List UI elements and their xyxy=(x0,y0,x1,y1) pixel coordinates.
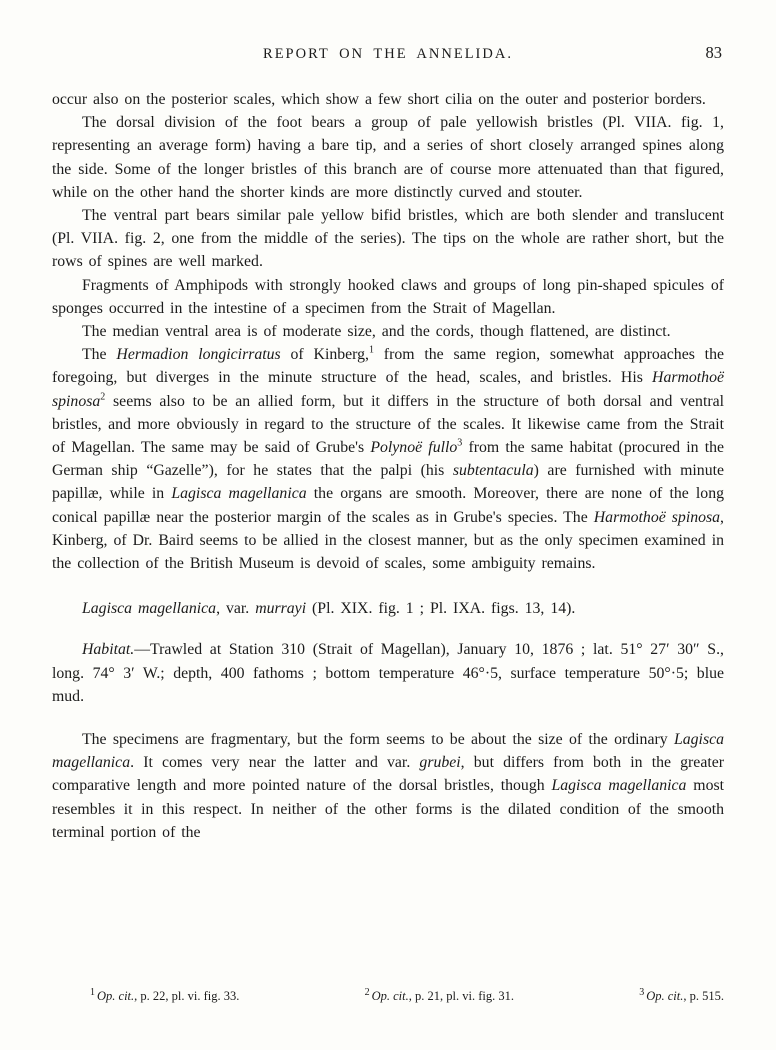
text-run: ) are furnished with minute papillæ, while in xyxy=(52,462,724,503)
italic-text: Lagisca magellanica xyxy=(171,485,307,503)
text-run: , p. 22, pl. vi. fig. 33. xyxy=(134,989,240,1003)
page-number: 83 xyxy=(705,43,722,62)
text-run: , but differs from both in the greater comparative length and more pointed nature of the dorsal bristles, though xyxy=(52,754,724,795)
italic-text: Op. cit. xyxy=(97,989,135,1003)
text-run: The ventral part bears similar pale yellow bifid bristles, which are both slender and translucent (Pl. VIIA. fig. 2, one from the middle of the series). The tips on the whole are rather short, but the rows of spines are well marked. xyxy=(52,207,724,271)
italic-text: Hermadion longicirratus xyxy=(116,346,281,364)
text-run: , p. 21, pl. vi. fig. 31. xyxy=(408,989,514,1003)
italic-text: Polynoë fullo xyxy=(370,439,458,457)
text-run: from the same region, somewhat approaches the foregoing, but diverges in the minute structure of the head, scales, and bristles. His xyxy=(52,346,724,387)
footnote-marker: 2 xyxy=(364,986,370,998)
text-run: seems also to be an allied form, but it differs in the structure of both dorsal and ventral bristles, and more obviously in regard to the structure of the scales. It likewise came from the Strait of Magellan. The same may be said of Grube's xyxy=(52,392,724,457)
paragraph-species-heading xyxy=(52,597,724,620)
text-run: the organs are smooth. Moreover, there are none of the long conical papillæ near the posterior margin of the scales as in Grube's species. The xyxy=(52,485,724,526)
italic-text: grubei xyxy=(419,754,461,772)
text-run: , var. xyxy=(216,600,256,618)
paragraph-body xyxy=(52,343,724,575)
footnote xyxy=(90,988,239,1004)
paragraph-body xyxy=(52,320,724,343)
running-title: REPORT ON THE ANNELIDA. xyxy=(263,46,513,62)
italic-text: Op. cit. xyxy=(371,989,409,1003)
footnote-marker: 3 xyxy=(639,986,645,998)
footnote-marker: 1 xyxy=(368,344,374,356)
italic-text: Harmothoë spinosa xyxy=(593,508,721,526)
page-header xyxy=(52,43,724,70)
text-run: , p. 515. xyxy=(683,989,724,1003)
text-run: from the same habitat (procured in the German ship “Gazelle”), for he states that the palpi (his xyxy=(52,439,724,480)
footnote xyxy=(365,988,514,1004)
text-run: The dorsal division of the foot bears a group of pale yellowish bristles (Pl. VIIA. fig. 1, representing an average form) having a bare tip, and a series of short closely arranged spines along the side. Some of the longer bristles of this branch are of course more attenuated than that figured, while on the other hand the shorter kinds are more distinctly curved and stouter. xyxy=(52,114,724,201)
italic-text: Lagisca magellanica xyxy=(551,777,687,795)
italic-text: Lagisca magellanica xyxy=(82,600,217,618)
text-run: occur also on the posterior scales, which show a few short cilia on the outer and posterior borders. xyxy=(52,91,706,108)
page-body xyxy=(52,88,724,844)
text-run: The xyxy=(82,346,117,364)
text-run: . It comes very near the latter and var. xyxy=(130,754,420,772)
italic-text: Harmothoë spinosa xyxy=(52,369,724,410)
text-run: of Kinberg, xyxy=(280,346,369,364)
text-run: The median ventral area is of moderate size, and the cords, though flattened, are distinct. xyxy=(82,323,671,341)
text-run: , Kinberg, of Dr. Baird seems to be allied in the closest manner, but as the only specimen examined in the collection of the British Museum is devoid of scales, some ambiguity remains. xyxy=(52,508,724,573)
italic-text: subtentacula xyxy=(452,462,534,480)
paragraph-continuation xyxy=(52,88,724,111)
footnotes xyxy=(52,988,724,1004)
paragraph-body xyxy=(52,111,724,204)
footnote-marker: 3 xyxy=(457,437,463,449)
italic-text: Habitat. xyxy=(82,641,135,659)
paragraph-closing xyxy=(52,728,724,844)
text-run: Fragments of Amphipods with strongly hooked claws and groups of long pin-shaped spicules of sponges occurred in the intestine of a specimen from the Strait of Magellan. xyxy=(52,276,724,317)
italic-text: murrayi xyxy=(255,600,307,618)
italic-text: Lagisca magellanica xyxy=(52,731,724,772)
paragraph-body xyxy=(52,274,724,320)
paragraph-habitat xyxy=(52,638,724,708)
text-run: most resembles it in this respect. In neither of the other forms is the dilated condition of the smooth terminal portion of the xyxy=(52,777,725,841)
footnote-marker: 2 xyxy=(100,391,106,403)
paragraph-body xyxy=(52,204,724,274)
footnote xyxy=(639,988,724,1004)
footnote-marker: 1 xyxy=(90,986,95,998)
text-run: —Trawled at Station 310 (Strait of Magellan), January 10, 1876 ; lat. 51° 27′ 30″ S., long. 74° 3′ W.; depth, 400 fathoms ; bottom temperature 46°·5, surface temperature 50°·5; blue mud. xyxy=(52,641,724,705)
italic-text: Op. cit. xyxy=(646,989,684,1003)
text-run: (Pl. XIX. fig. 1 ; Pl. IXA. figs. 13, 14). xyxy=(306,600,576,618)
text-run: The specimens are fragmentary, but the form seems to be about the size of the ordinary xyxy=(82,731,674,749)
